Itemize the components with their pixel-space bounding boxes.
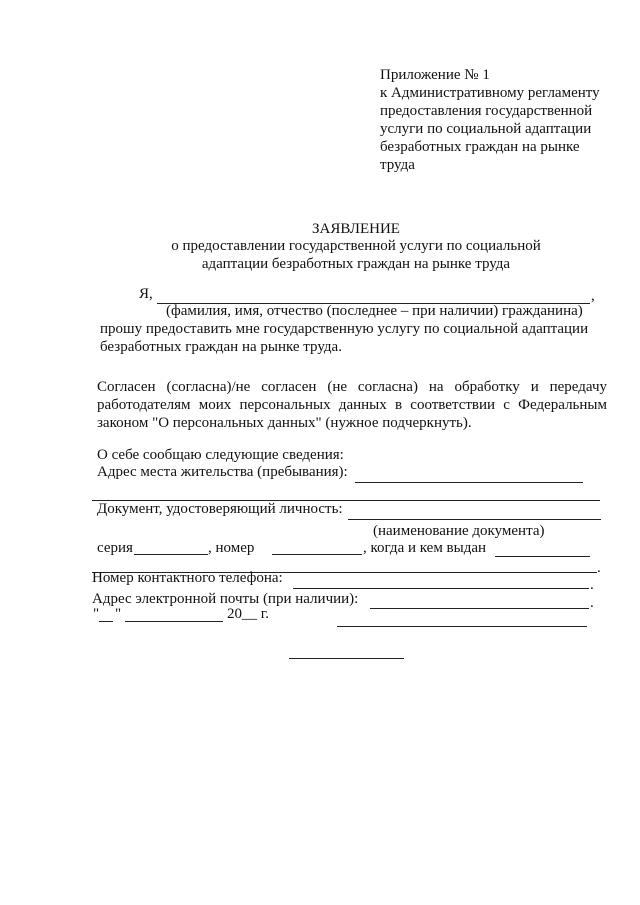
date-quote-open: " [93, 606, 100, 622]
document-name-field[interactable] [348, 519, 601, 520]
applicant-comma: , [591, 288, 595, 304]
number-field[interactable] [272, 554, 362, 555]
document-label: Документ, удостоверяющий личность: [97, 501, 343, 517]
series-label: серия [97, 540, 133, 556]
consent-line-3: законом "О персональных данных" (нужное подчеркнуть). [97, 415, 472, 431]
document-caption: (наименование документа) [373, 523, 545, 539]
email-label: Адрес электронной почты (при наличии): [92, 591, 359, 607]
email-dot: . [590, 595, 594, 611]
email-field[interactable] [370, 608, 589, 609]
phone-dot: . [590, 577, 594, 593]
title-line-2: адаптации безработных граждан на рынке труда [201, 256, 511, 272]
appendix-line-6: труда [380, 157, 415, 173]
series-field[interactable] [134, 554, 208, 555]
date-year: 20__ г. [227, 606, 269, 622]
date-day-field[interactable] [99, 621, 113, 622]
signature-field[interactable] [337, 626, 587, 627]
request-line-2: безработных граждан на рынке труда. [100, 339, 342, 355]
date-month-field[interactable] [125, 621, 223, 622]
consent-line-2: работодателям моих персональных данных в соответствии с Федеральным [97, 397, 607, 413]
address-field-1[interactable] [355, 482, 583, 483]
applicant-caption: (фамилия, имя, отчество (последнее – при наличии) гражданина) [166, 303, 583, 319]
issued-label: , когда и кем выдан [363, 540, 487, 556]
closing-separator [289, 658, 404, 659]
phone-label: Номер контактного телефона: [92, 570, 283, 586]
consent-line-1: Согласен (согласна)/не согласен (не согласна) на обработку и передачу [97, 379, 607, 395]
title-line-1: о предоставлении государственной услуги по социальной [171, 238, 541, 254]
appendix-line-2: к Административному регламенту [380, 85, 600, 101]
details-intro: О себе сообщаю следующие сведения: [97, 447, 344, 463]
appendix-line-3: предоставления государственной [380, 103, 593, 119]
request-line-1: прошу предоставить мне государственную услугу по социальной адаптации [100, 321, 589, 337]
issued-field-1[interactable] [495, 556, 590, 557]
appendix-line-5: безработных граждан на рынке [380, 139, 580, 155]
applicant-prefix: Я, [139, 286, 153, 302]
number-label: , номер [208, 540, 255, 556]
appendix-line-4: услуги по социальной адаптации [380, 121, 592, 137]
date-quote-close: " [115, 606, 122, 622]
appendix-line-1: Приложение № 1 [380, 67, 490, 83]
phone-field[interactable] [293, 588, 589, 589]
issued-dot: . [597, 560, 601, 576]
document-title: ЗАЯВЛЕНИЕ [312, 221, 400, 237]
address-label: Адрес места жительства (пребывания): [97, 464, 348, 480]
